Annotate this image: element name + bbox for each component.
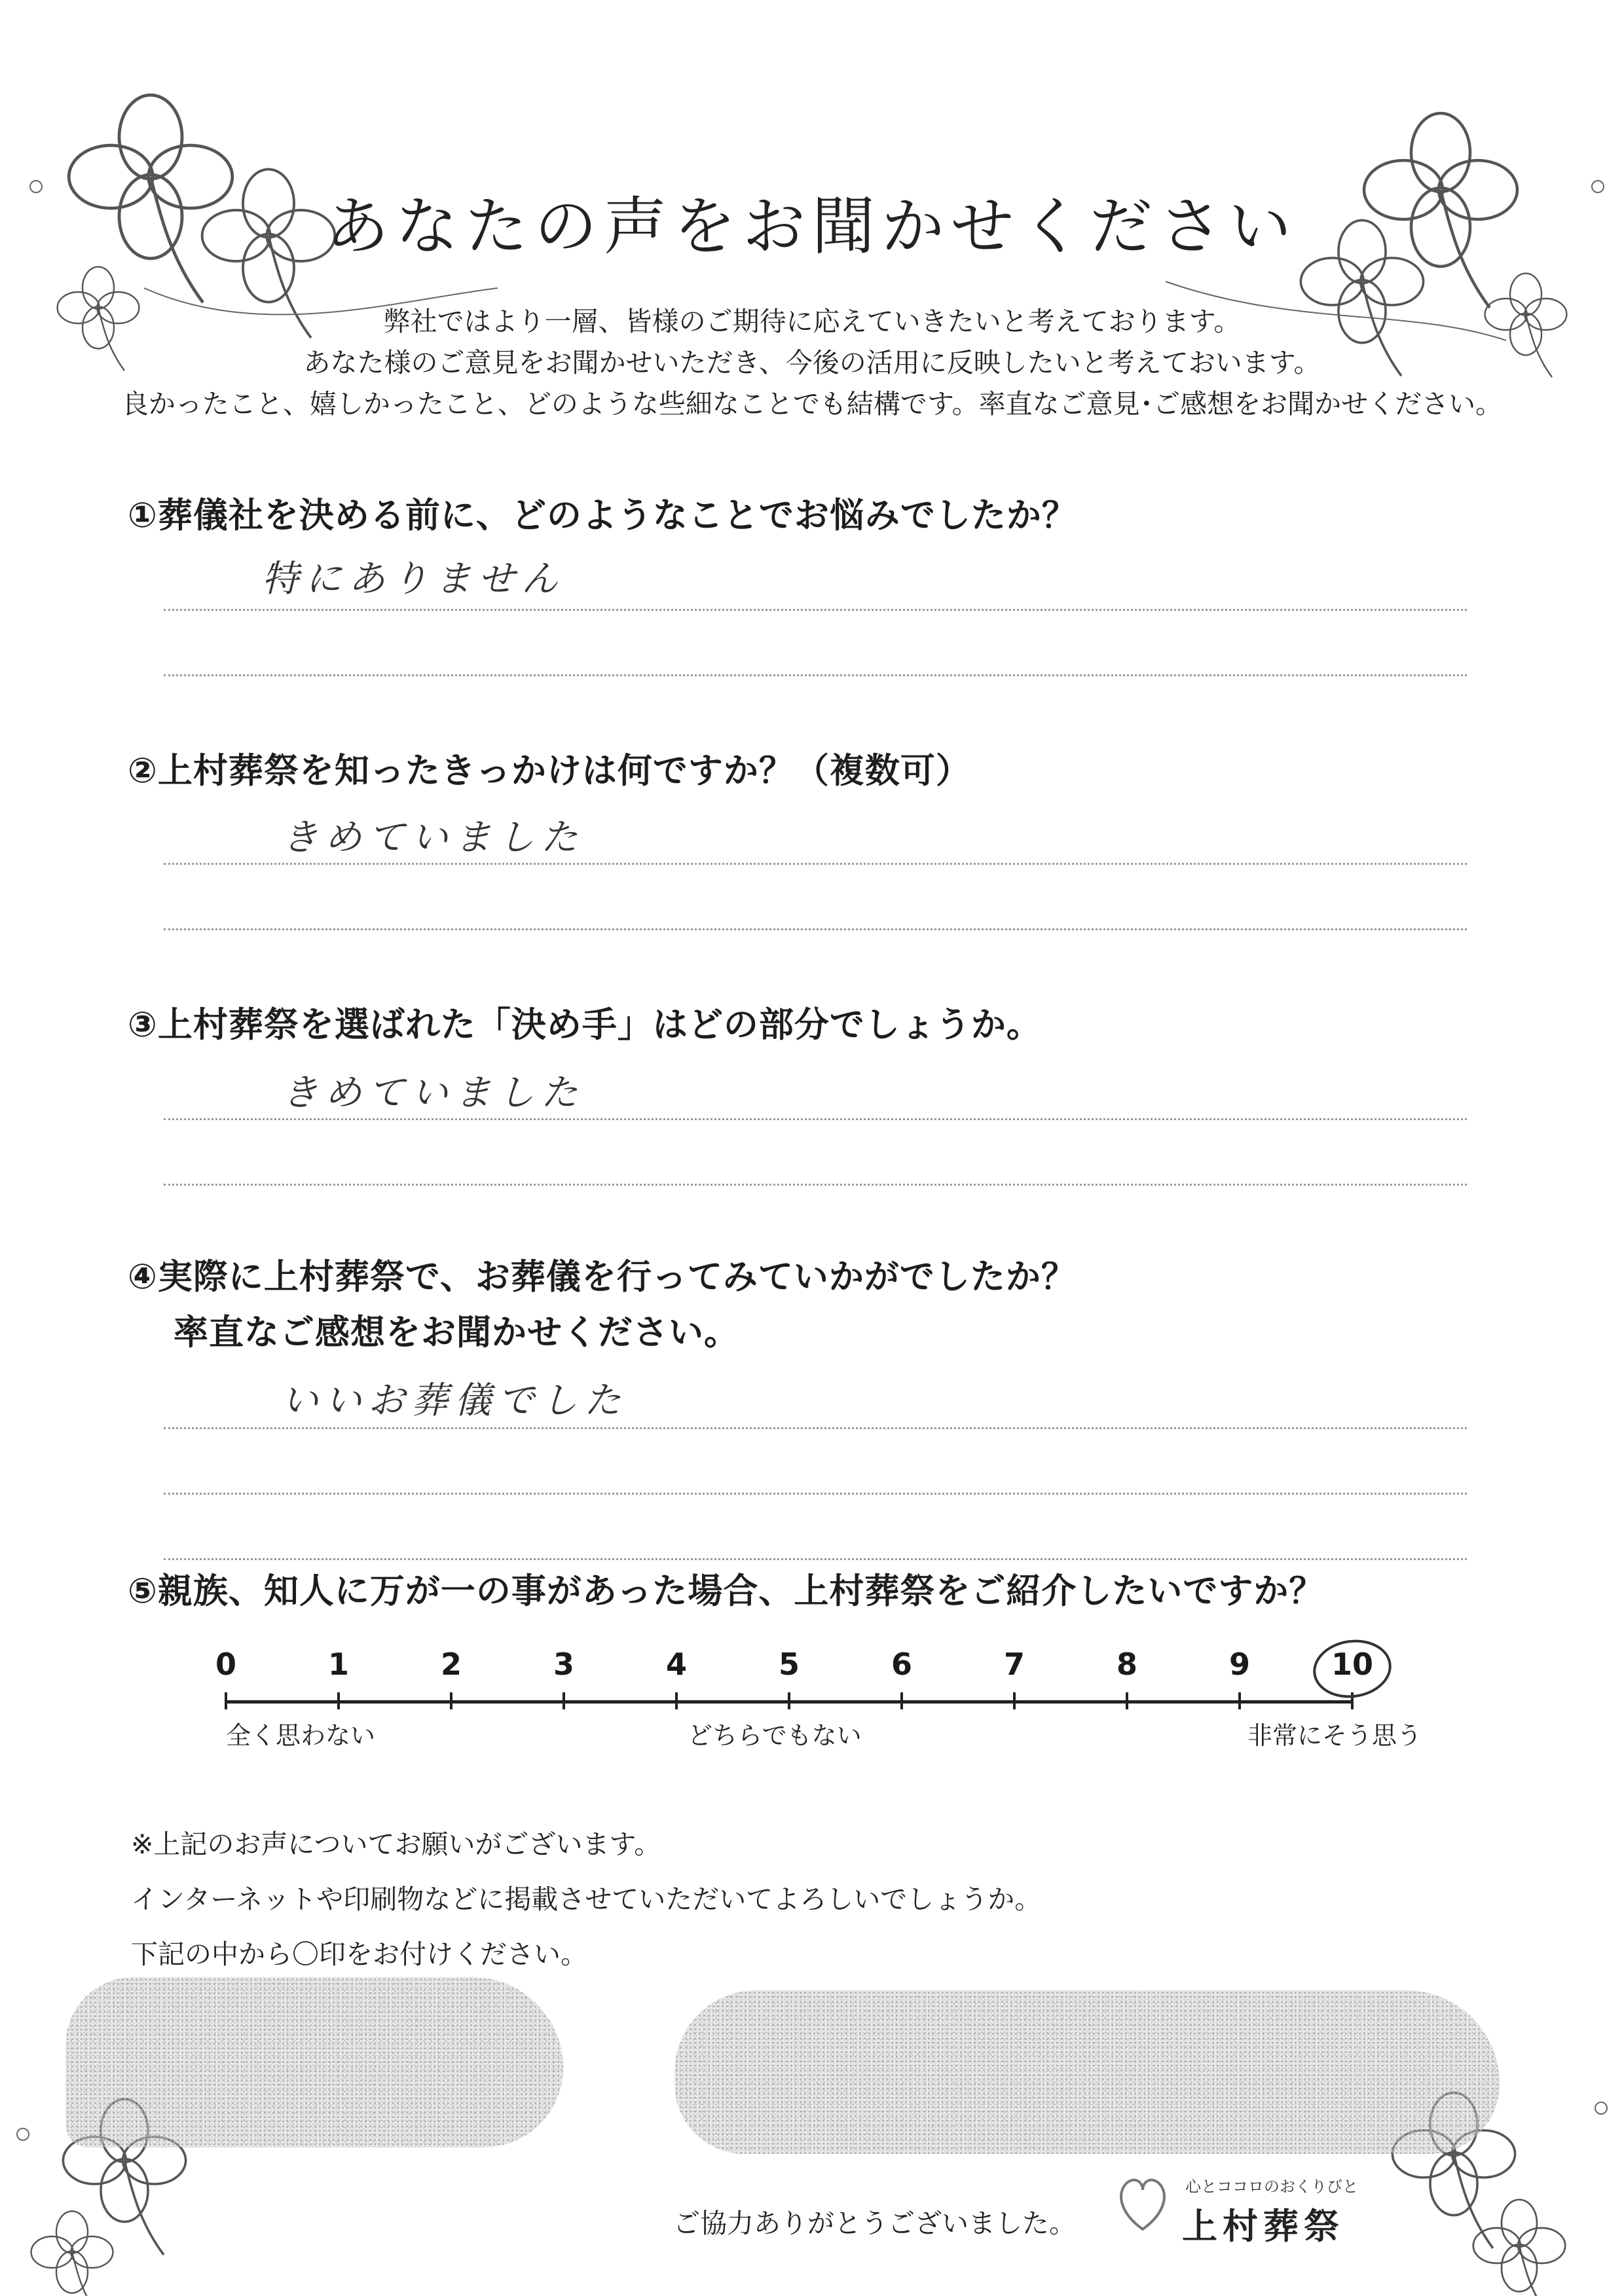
- redacted-area: [674, 1990, 1500, 2154]
- answer-line: [164, 863, 1467, 865]
- selected-value-circle: [1306, 1633, 1398, 1705]
- question-5-label: ⑤親族、知人に万が一の事があった場合、上村葬祭をご紹介したいですか？: [128, 1571, 1325, 1611]
- logo-tagline: 心とココロのおくりびと: [1185, 2178, 1358, 2196]
- question-2-label: ②上村葬祭を知ったきっかけは何ですか？（複数可）: [128, 751, 971, 791]
- page-title: あなたの声をお聞かせください: [326, 190, 1298, 263]
- answer-line: [164, 1493, 1467, 1495]
- clover-icon: [1473, 2200, 1565, 2296]
- question-3-label: ③上村葬祭を選ばれた「決め手」はどの部分でしょうか。: [128, 1005, 1042, 1045]
- answer-line: [164, 674, 1467, 676]
- scale-tick: [1013, 1692, 1016, 1709]
- scale-number[interactable]: 5: [778, 1647, 800, 1682]
- scale-number[interactable]: 9: [1228, 1647, 1250, 1682]
- answer-line: [164, 1184, 1467, 1186]
- scale-number[interactable]: 8: [1116, 1647, 1137, 1682]
- intro-line: 弊社ではより一層、皆様のご期待に応えていきたいと考えております。: [383, 306, 1241, 337]
- scale-tick: [900, 1692, 903, 1709]
- scale-low-label: 全く思わない: [226, 1721, 376, 1750]
- scale-high-label: 非常にそう思う: [1247, 1721, 1422, 1750]
- scale-number[interactable]: 2: [440, 1647, 462, 1682]
- scale-number[interactable]: 10: [1331, 1647, 1373, 1682]
- clover-icon: [31, 2212, 113, 2296]
- intro-line: 良かったこと、嬉しかったこと、どのような些細なことでも結構です。率直なご意見･ご感想をお聞かせください。: [121, 388, 1503, 420]
- scale-tick: [788, 1692, 790, 1709]
- scale-tick: [563, 1692, 565, 1709]
- answer-line: [164, 928, 1467, 930]
- scale-mid-label: どちらでもない: [688, 1721, 862, 1750]
- scale-tick: [1238, 1692, 1241, 1709]
- scale-number[interactable]: 4: [665, 1647, 687, 1682]
- answer-line: [164, 1558, 1467, 1560]
- answer-line: [164, 1118, 1467, 1120]
- heart-logo-icon: [1113, 2167, 1172, 2239]
- intro-line: あなた様のご意見をお聞かせいただき、今後の活用に反映したいと考えておいます。: [303, 347, 1321, 378]
- question-3-answer[interactable]: きめていました: [282, 1072, 584, 1114]
- scale-number[interactable]: 3: [553, 1647, 574, 1682]
- scale-number[interactable]: 6: [891, 1647, 912, 1682]
- scale-tick: [337, 1692, 340, 1709]
- scale-tick: [225, 1692, 227, 1709]
- note-line: インターネットや印刷物などに掲載させていただいてよろしいでしょうか。: [131, 1884, 1042, 1915]
- question-1-label: ①葬儀社を決める前に、どのようなことでお悩みでしたか？: [128, 496, 1077, 536]
- question-1-answer[interactable]: 特にありません: [262, 558, 564, 600]
- question-2-answer[interactable]: きめていました: [282, 816, 584, 859]
- scale-number[interactable]: 7: [1003, 1647, 1025, 1682]
- scale-number[interactable]: 0: [215, 1647, 236, 1682]
- scale-tick: [675, 1692, 678, 1709]
- scale-tick: [450, 1692, 452, 1709]
- answer-line: [164, 609, 1467, 611]
- redacted-area: [65, 1977, 563, 2147]
- question-4-answer[interactable]: いいお葬儀でした: [282, 1379, 627, 1422]
- note-line: ※上記のお声についてお願いがございます。: [131, 1829, 661, 1860]
- note-line: 下記の中から〇印をお付けください。: [131, 1939, 587, 1970]
- thanks-text: ご協力ありがとうございました。: [673, 2208, 1076, 2239]
- question-4-label: ④実際に上村葬祭で、お葬儀を行ってみていかがでしたか？: [128, 1257, 1077, 1297]
- scale-number[interactable]: 1: [327, 1647, 349, 1682]
- scale-tick: [1126, 1692, 1128, 1709]
- intro-text: [0, 301, 1624, 425]
- answer-line: [164, 1427, 1467, 1429]
- question-4-label-2: 率直なご感想をお聞かせください。: [174, 1313, 739, 1353]
- notes: [131, 1817, 1041, 1982]
- logo-name: 上村葬祭: [1182, 2206, 1344, 2247]
